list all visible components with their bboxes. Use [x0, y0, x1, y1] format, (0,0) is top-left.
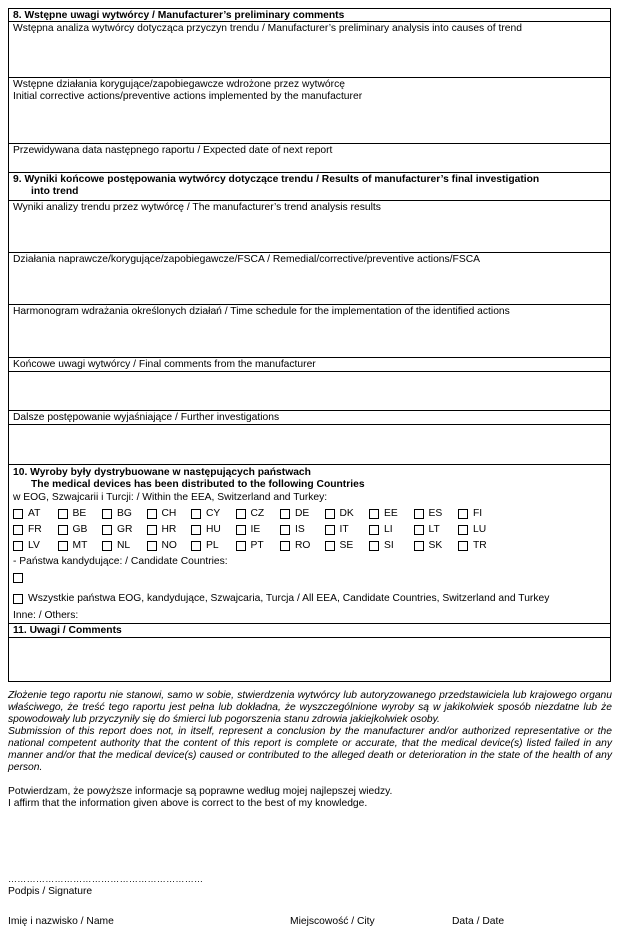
country-option-nl[interactable]: [102, 539, 147, 552]
candidate-checkbox[interactable]: [13, 573, 23, 583]
remedial-actions-label: Działania naprawcze/korygujące/zapobiegawcze/FSCA / Remedial/corrective/preventive actions/FSCA: [13, 254, 481, 265]
country-option-ee[interactable]: [369, 507, 414, 520]
country-code-label: DK: [339, 508, 354, 519]
country-option-pl[interactable]: [191, 539, 236, 552]
section-9-title-line1: 9. Wyniki końcowe postępowania wytwórcy dotyczące trendu / Results of manufacturer’s final investigation: [13, 174, 540, 185]
country-checkbox[interactable]: [191, 509, 201, 519]
all-countries-option[interactable]: [13, 592, 606, 605]
preliminary-analysis-field[interactable]: [8, 22, 611, 78]
country-checkbox[interactable]: [414, 509, 424, 519]
country-code-label: IS: [295, 524, 305, 535]
country-checkbox[interactable]: [236, 509, 246, 519]
country-code-label: IT: [339, 524, 349, 535]
trend-results-field[interactable]: [8, 201, 611, 253]
disclaimer-pl: Złożenie tego raportu nie stanowi, samo w sobie, stwierdzenia wytwórcy lub autoryzowanego przedstawiciela lub krajowego organu właściwego, że treść tego raportu jest pełna lub dokładna, że wyszczególnione wyroby są w jakikolwiek sposób niezdatne lub że spowodowały lub przyczyniły się do śmierci lub pogorszenia stanu zdrowia jakiejkolwiek osoby.: [8, 690, 612, 725]
country-code-label: MT: [72, 540, 88, 551]
country-checkbox[interactable]: [458, 525, 468, 535]
country-code-label: GB: [72, 524, 88, 535]
country-code-label: GR: [117, 524, 133, 535]
section-11-title: 11. Uwagi / Comments: [13, 625, 122, 636]
country-code-label: HU: [206, 524, 221, 535]
others-label: Inne: / Others:: [13, 610, 79, 621]
country-checkbox[interactable]: [13, 525, 23, 535]
further-investigations-label-row: [8, 411, 611, 425]
country-code-label: IE: [250, 524, 261, 535]
country-code-label: CZ: [250, 508, 265, 519]
country-code-label: NO: [161, 540, 177, 551]
country-checkbox[interactable]: [58, 541, 68, 551]
further-investigations-label: Dalsze postępowanie wyjaśniające / Further investigations: [13, 412, 280, 423]
country-checkbox[interactable]: [58, 509, 68, 519]
country-option-ch[interactable]: [147, 507, 192, 520]
initial-actions-field[interactable]: [8, 78, 611, 144]
all-countries-checkbox[interactable]: [13, 594, 23, 604]
country-option-es[interactable]: [414, 507, 459, 520]
country-checkbox[interactable]: [369, 525, 379, 535]
country-option-si[interactable]: [369, 539, 414, 552]
country-option-be[interactable]: [58, 507, 103, 520]
section-8-header: [8, 8, 611, 22]
country-option-no[interactable]: [147, 539, 192, 552]
section-11-header: [8, 624, 611, 638]
section-10-block: [8, 465, 611, 624]
country-code-label: LV: [28, 540, 40, 551]
country-option-hr[interactable]: [147, 523, 192, 536]
country-option-lv[interactable]: [13, 539, 58, 552]
country-checkbox[interactable]: [280, 509, 290, 519]
country-code-label: CH: [161, 508, 177, 519]
country-option-pt[interactable]: [236, 539, 281, 552]
country-code-label: LT: [428, 524, 440, 535]
affirmation-pl: Potwierdzam, że powyższe informacje są poprawne według mojej najlepszej wiedzy.: [8, 786, 393, 797]
country-option-gr[interactable]: [102, 523, 147, 536]
final-comments-field[interactable]: [8, 372, 611, 411]
final-comments-label: Końcowe uwagi wytwórcy / Final comments from the manufacturer: [13, 359, 316, 370]
country-checkbox[interactable]: [325, 509, 335, 519]
country-checkbox[interactable]: [280, 541, 290, 551]
date-label: Data / Date: [452, 916, 505, 927]
country-code-label: LU: [473, 524, 487, 535]
country-code-label: PT: [250, 540, 264, 551]
country-option-ie[interactable]: [236, 523, 281, 536]
country-checkbox[interactable]: [369, 509, 379, 519]
country-checkbox[interactable]: [147, 541, 157, 551]
country-option-gb[interactable]: [58, 523, 103, 536]
candidate-countries-label: - Państwa kandydujące: / Candidate Countries:: [13, 556, 228, 567]
next-report-date-field[interactable]: [8, 144, 611, 173]
country-checkbox[interactable]: [458, 509, 468, 519]
country-checkbox[interactable]: [325, 541, 335, 551]
name-label: Imię i nazwisko / Name: [8, 916, 114, 927]
country-option-se[interactable]: [325, 539, 370, 552]
country-checkbox[interactable]: [236, 541, 246, 551]
country-option-li[interactable]: [369, 523, 414, 536]
preliminary-analysis-label: Wstępna analiza wytwórcy dotycząca przyczyn trendu / Manufacturer’s preliminary analysis into causes of trend: [13, 23, 522, 34]
country-code-label: PL: [206, 540, 219, 551]
final-comments-label-row: [8, 358, 611, 372]
country-checkbox-grid: [13, 507, 606, 552]
time-schedule-label: Harmonogram wdrażania określonych działań / Time schedule for the implementation of the identified actions: [13, 306, 510, 317]
country-option-de[interactable]: [280, 507, 325, 520]
country-option-sk[interactable]: [414, 539, 459, 552]
country-code-label: FR: [28, 524, 42, 535]
country-option-fr[interactable]: [13, 523, 58, 536]
country-code-label: FI: [473, 508, 483, 519]
country-checkbox[interactable]: [414, 541, 424, 551]
country-checkbox[interactable]: [102, 525, 112, 535]
country-option-dk[interactable]: [325, 507, 370, 520]
all-countries-label: Wszystkie państwa EOG, kandydujące, Szwajcaria, Turcja / All EEA, Candidate Countries, Switzerland and Turkey: [28, 593, 550, 604]
country-code-label: EE: [384, 508, 398, 519]
candidate-country-option[interactable]: [13, 571, 606, 584]
time-schedule-field[interactable]: [8, 305, 611, 358]
country-option-tr[interactable]: [458, 539, 503, 552]
country-code-label: CY: [206, 508, 221, 519]
country-code-label: LI: [384, 524, 393, 535]
country-code-label: BE: [72, 508, 87, 519]
country-code-label: NL: [117, 540, 131, 551]
affirmation-en: I affirm that the information given above is correct to the best of my knowledge.: [8, 798, 368, 809]
trend-results-label: Wyniki analizy trendu przez wytwórcę / The manufacturer’s trend analysis results: [13, 202, 381, 213]
country-checkbox[interactable]: [13, 509, 23, 519]
city-label: Miejscowość / City: [290, 916, 375, 927]
country-option-at[interactable]: [13, 507, 58, 520]
disclaimer-block: [8, 690, 612, 810]
country-option-lu[interactable]: [458, 523, 503, 536]
country-code-label: SE: [339, 540, 354, 551]
country-option-ro[interactable]: [280, 539, 325, 552]
country-checkbox[interactable]: [414, 525, 424, 535]
next-report-date-label: Przewidywana data następnego raportu / Expected date of next report: [13, 145, 333, 156]
country-checkbox[interactable]: [369, 541, 379, 551]
country-checkbox[interactable]: [58, 525, 68, 535]
section-10-title-line1: 10. Wyroby były dystrybuowane w następujących państwach: [13, 467, 311, 478]
country-code-label: AT: [28, 508, 41, 519]
section-8-title: 8. Wstępne uwagi wytwórcy / Manufacturer’s preliminary comments: [13, 10, 345, 21]
country-option-hu[interactable]: [191, 523, 236, 536]
country-code-label: SK: [428, 540, 443, 551]
country-code-label: BG: [117, 508, 132, 519]
country-option-lt[interactable]: [414, 523, 459, 536]
country-checkbox[interactable]: [102, 541, 112, 551]
country-code-label: DE: [295, 508, 310, 519]
country-option-fi[interactable]: [458, 507, 503, 520]
initial-actions-label-pl: Wstępne działania korygujące/zapobiegawcze wdrożone przez wytwórcę: [13, 79, 345, 90]
country-checkbox[interactable]: [280, 525, 290, 535]
comments-field[interactable]: [8, 638, 611, 682]
further-investigations-field[interactable]: [8, 425, 611, 465]
country-option-it[interactable]: [325, 523, 370, 536]
country-code-label: TR: [473, 540, 487, 551]
country-code-label: RO: [295, 540, 311, 551]
country-checkbox[interactable]: [325, 525, 335, 535]
country-checkbox[interactable]: [458, 541, 468, 551]
country-checkbox[interactable]: [236, 525, 246, 535]
country-code-label: ES: [428, 508, 443, 519]
section-9-title-line2: into trend: [31, 186, 79, 197]
eea-label: w EOG, Szwajcarii i Turcji: / Within the EEA, Switzerland and Turkey:: [13, 492, 328, 503]
country-checkbox[interactable]: [13, 541, 23, 551]
country-code-label: HR: [161, 524, 177, 535]
signature-line[interactable]: ………………………………………………………: [8, 874, 204, 884]
section-10-title-line2: The medical devices has been distributed to the following Countries: [31, 479, 365, 490]
initial-actions-label-en: Initial corrective actions/preventive actions implemented by the manufacturer: [13, 91, 363, 102]
country-option-mt[interactable]: [58, 539, 103, 552]
report-form: [8, 8, 611, 682]
country-checkbox[interactable]: [191, 525, 201, 535]
country-option-bg[interactable]: [102, 507, 147, 520]
remedial-actions-field[interactable]: [8, 253, 611, 305]
country-checkbox[interactable]: [191, 541, 201, 551]
disclaimer-en: Submission of this report does not, in itself, represent a conclusion by the manufacturer and/or authorized representative or the national competent authority that the content of this report is complete or accurate, that the medical device(s) listed failed in any manner and/or that the medical device(s) caused or contributed to the alleged death or deterioration in the state of the health of any person.: [8, 726, 612, 773]
country-checkbox[interactable]: [147, 525, 157, 535]
country-option-cz[interactable]: [236, 507, 281, 520]
country-checkbox[interactable]: [102, 509, 112, 519]
country-code-label: SI: [384, 540, 394, 551]
section-9-header: [8, 173, 611, 201]
country-checkbox[interactable]: [147, 509, 157, 519]
country-option-is[interactable]: [280, 523, 325, 536]
country-option-cy[interactable]: [191, 507, 236, 520]
signature-label: Podpis / Signature: [8, 886, 93, 897]
